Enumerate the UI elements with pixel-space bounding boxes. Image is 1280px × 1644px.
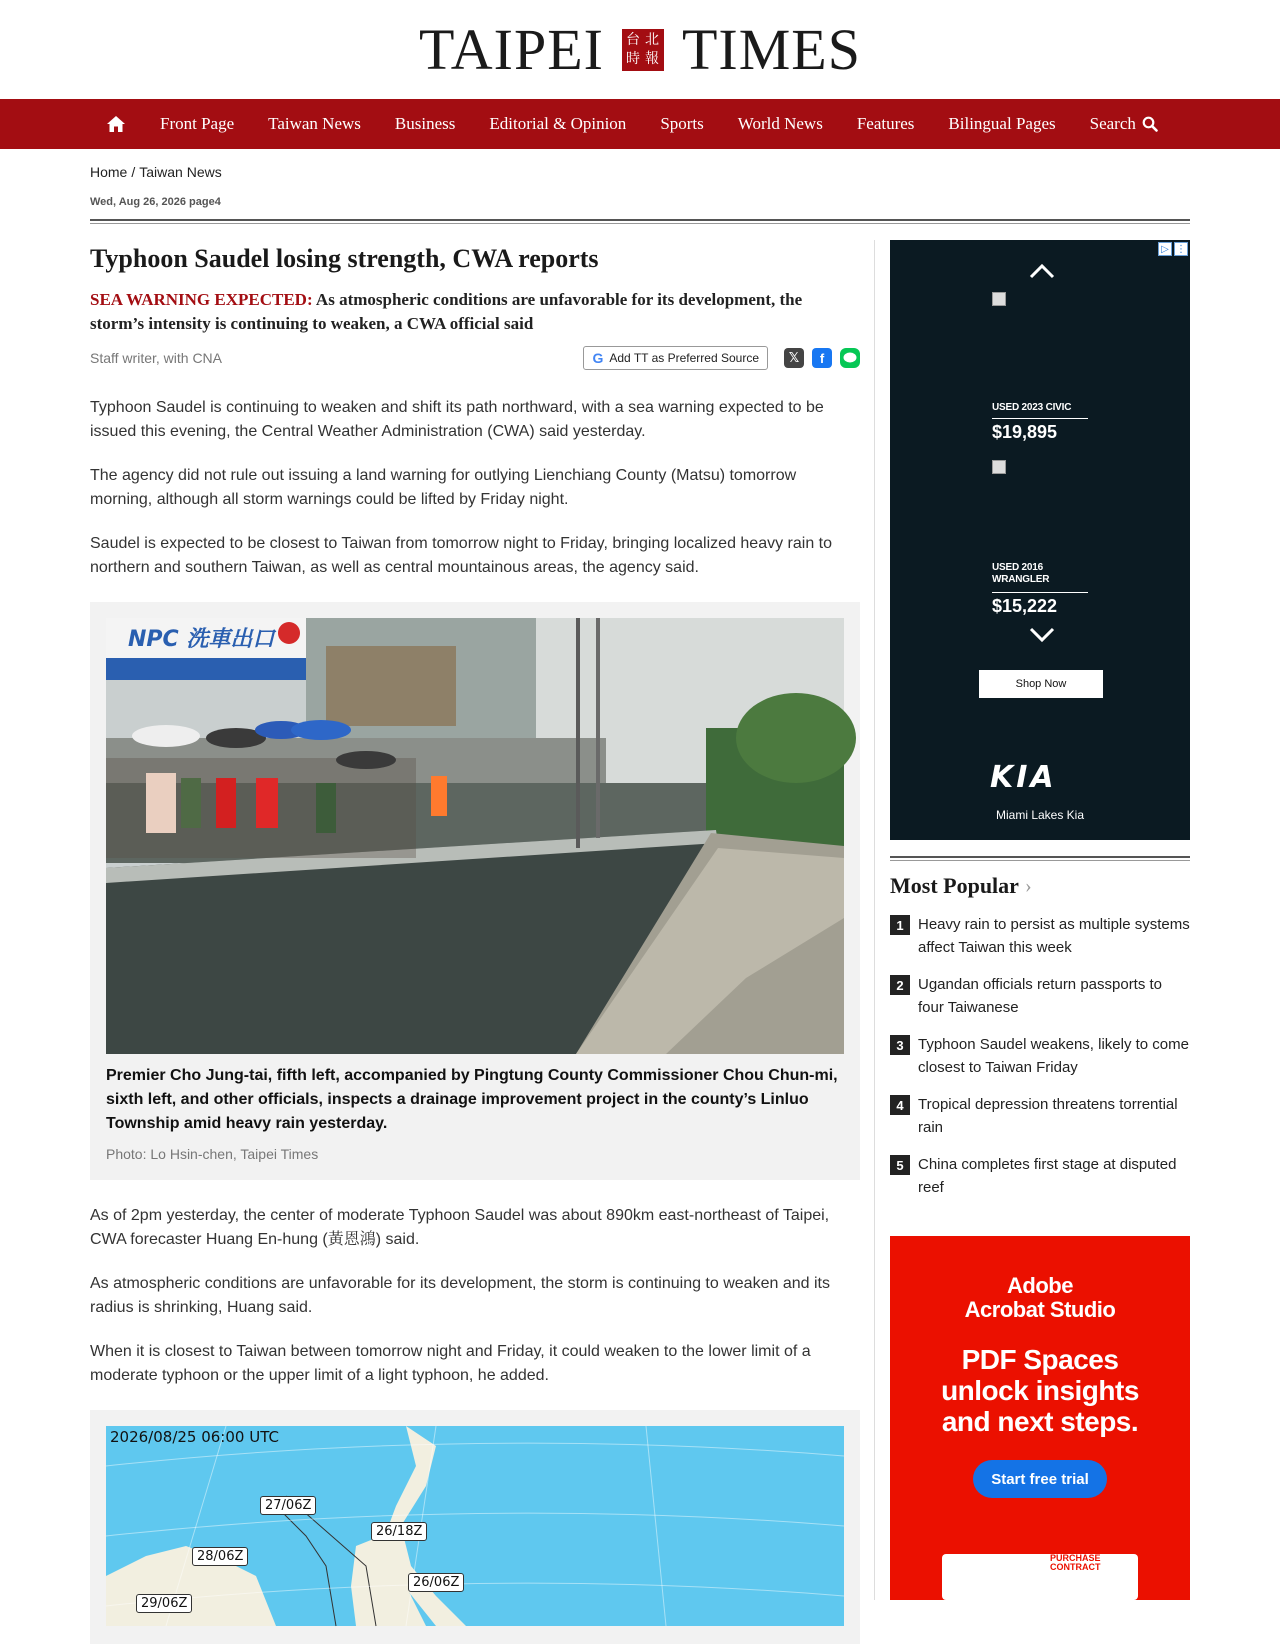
breadcrumb-section[interactable]: Taiwan News [139,164,222,180]
article-paragraph: As atmospheric conditions are unfavorable for its development, the storm is continuing to weaken and its radius is shrinking, Huang said. [90,1275,830,1316]
nav-front-page[interactable]: Front Page [160,114,235,133]
ad-offer-divider [992,418,1088,419]
car-dealer-ad[interactable] [890,240,1190,840]
preferred-source-button[interactable] [583,346,768,370]
broken-image-icon [992,460,1006,474]
logo-word-taipei: TAIPEI [419,17,604,82]
popular-divider [890,856,1190,861]
x-share-icon[interactable]: 𝕏 [784,348,804,368]
nav-search-label: Search [1089,114,1136,133]
popular-item[interactable] [890,1093,1190,1139]
seal-char: 台 [625,31,641,48]
ad-choices-icon: ▷ [1158,242,1172,256]
shop-now-button[interactable]: Shop Now [979,670,1103,698]
map-track-tag: 27/06Z [260,1496,316,1515]
nav-sports[interactable]: Sports [660,114,704,133]
nav-world-news[interactable]: World News [737,114,823,133]
adobe-headline [890,1344,1190,1437]
popular-item[interactable] [890,1033,1190,1079]
nav-features[interactable]: Features [856,114,915,133]
ad-choices-badge[interactable] [1158,242,1188,256]
chevron-up-icon[interactable] [1028,262,1056,280]
adobe-brand [890,1274,1190,1322]
start-free-trial-button[interactable]: Start free trial [973,1460,1107,1498]
deck-text: As atmospheric conditions are unfavorable for its development, the storm’s intensity is continuing to weaken, a CWA official said [90,290,803,333]
adobe-ad[interactable] [890,1236,1190,1600]
seal-char: 報 [644,50,660,67]
photo-caption: Premier Cho Jung-tai, fifth left, accompanied by Pingtung County Commissioner Chou Chun-mi, sixth left, and other officials, inspects a drainage improvement project in the county’s Linluo Township amid heavy rain yesterday. [106,1067,838,1132]
article-paragraph: As of 2pm yesterday, the center of moderate Typhoon Saudel was about 890km east-northeast of Taipei, CWA forecaster Huang En-hung (黃恩鴻) said. [90,1207,830,1248]
share-bar [583,346,860,370]
popular-rank: 4 [890,1095,910,1115]
article-paragraph: Typhoon Saudel is continuing to weaken and shift its path northward, with a sea warning expected to be issued this evening, the Central Weather Administration (CWA) said yesterday. [90,399,824,440]
ad-offer-label: USED 2016 WRANGLER [992,562,1050,585]
map-track-tag: 28/06Z [192,1547,248,1566]
photo-sign-text: NPC 洗車出口 [128,627,275,652]
article-paragraph: When it is closest to Taiwan between tomorrow night and Friday, it could weaken to the lower limit of a moderate typhoon or the upper limit of a light typhoon, he added. [90,1343,811,1384]
adobe-headline-line: and next steps. [941,1406,1139,1437]
popular-link[interactable]: Ugandan officials return passports to four Taiwanese [918,976,1163,1016]
logo-word-times: TIMES [681,17,861,82]
article-photo[interactable] [106,618,844,1054]
popular-rank: 1 [890,915,910,935]
seal-char: 時 [625,50,641,67]
map-track-tag: 29/06Z [136,1594,192,1613]
article-headline: Typhoon Saudel losing strength, CWA reports [90,244,599,273]
search-icon [1142,116,1158,132]
most-popular-title: Most Popular [890,873,1019,898]
line-share-icon[interactable] [840,348,860,368]
article-paragraph: Saudel is expected to be closest to Taiwan from tomorrow night to Friday, bringing localized heavy rain to northern and southern Taiwan, as well as central mountainous areas, the agency said. [90,535,833,576]
facebook-share-icon[interactable]: f [812,348,832,368]
ad-offer-label: USED 2023 CIVIC [992,402,1072,413]
adobe-headline-line: unlock insights [941,1375,1139,1406]
dateline: Wed, Aug 26, 2026 page4 [90,196,221,208]
popular-rank: 2 [890,975,910,995]
document-tag: PURCHASE CONTRACT [1050,1553,1101,1572]
popular-rank: 5 [890,1155,910,1175]
nav-bilingual-pages[interactable]: Bilingual Pages [948,114,1056,133]
chevron-down-icon[interactable] [1028,626,1056,644]
breadcrumb-home[interactable]: Home [90,164,128,180]
dealer-name: Miami Lakes Kia [995,808,1085,822]
ad-offer-price: $15,222 [992,596,1058,616]
header-divider [90,219,1190,224]
map-track-tag: 26/06Z [408,1573,464,1592]
map-timestamp: 2026/08/25 06:00 UTC [110,1428,279,1446]
popular-rank: 3 [890,1035,910,1055]
ad-offer-price: $19,895 [992,422,1058,442]
byline: Staff writer, with CNA [90,350,223,366]
breadcrumb [90,164,222,180]
popular-link[interactable]: China completes first stage at disputed reef [918,1156,1177,1196]
popular-link[interactable]: Tropical depression threatens torrential rain [918,1096,1178,1136]
popular-link[interactable]: Typhoon Saudel weakens, likely to come closest to Taiwan Friday [918,1036,1189,1076]
typhoon-track-figure [90,1410,860,1644]
article [90,236,860,1644]
byline-row [90,344,860,372]
deck-kicker: SEA WARNING EXPECTED: [90,290,313,309]
nav-taiwan-news[interactable]: Taiwan News [268,114,361,133]
article-paragraph: The agency did not rule out issuing a land warning for outlying Lienchiang County (Matsu) tomorrow morning, although all storm warnings could be lifted by Friday night. [90,467,797,508]
adobe-headline-line: PDF Spaces [961,1344,1119,1375]
photo-credit: Photo: Lo Hsin-chen, Taipei Times [106,1146,319,1162]
map-track-tag: 26/18Z [371,1522,427,1541]
article-photo-figure [90,602,860,1180]
breadcrumb-separator: / [131,164,136,180]
nav-search[interactable] [1090,114,1158,134]
chevron-right-icon: › [1024,874,1032,897]
adobe-brand-line: Adobe [1007,1273,1073,1298]
popular-item[interactable] [890,1153,1190,1199]
popular-link[interactable]: Heavy rain to persist as multiple systems affect Taiwan this week [918,916,1190,956]
popular-item[interactable] [890,913,1190,959]
seal-char: 北 [644,31,660,48]
masthead [0,0,1280,99]
article-deck [90,288,860,336]
nav-editorial-opinion[interactable]: Editorial & Opinion [489,114,627,133]
kia-logo: KIA [990,760,1057,795]
ad-menu-icon: ⋮ [1176,243,1186,255]
nav-business[interactable]: Business [394,114,456,133]
preferred-source-label: Add TT as Preferred Source [609,351,759,365]
typhoon-track-map[interactable] [106,1426,844,1626]
adobe-brand-line: Acrobat Studio [964,1297,1116,1322]
main-nav [0,99,1280,149]
popular-item[interactable] [890,973,1190,1019]
most-popular [890,856,1190,1199]
site-logo[interactable] [419,16,861,83]
home-icon[interactable] [106,114,126,134]
google-icon: G [592,350,604,366]
ad-offer-divider [992,592,1088,593]
most-popular-header[interactable] [890,873,1190,899]
broken-image-icon [992,292,1006,306]
column-divider [874,240,875,1600]
logo-seal [622,29,664,71]
